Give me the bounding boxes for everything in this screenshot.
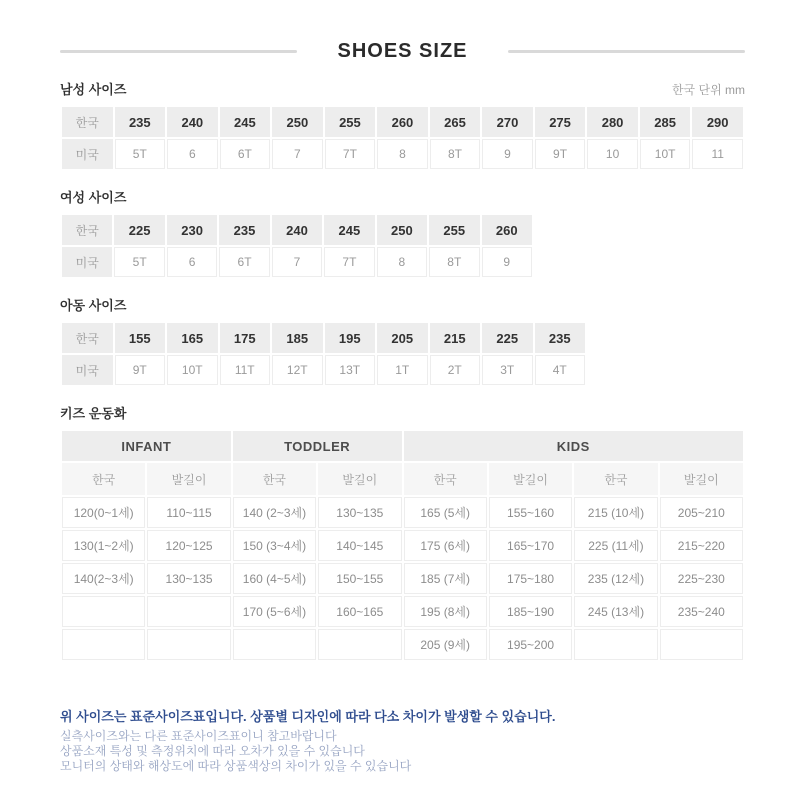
table-cell: 225 bbox=[114, 215, 164, 245]
table-cell: 10T bbox=[167, 355, 218, 385]
table-cell: 235 bbox=[535, 323, 586, 353]
table-cell bbox=[147, 629, 230, 660]
table-cell: 140 (2~3세) bbox=[233, 497, 316, 528]
table-cell: 260 bbox=[377, 107, 428, 137]
table-cell: 255 bbox=[429, 215, 479, 245]
table-cell: 8 bbox=[377, 247, 427, 277]
row-label: 미국 bbox=[62, 247, 112, 277]
table-cell: 185~190 bbox=[489, 596, 572, 627]
table-cell: 발길이 bbox=[147, 463, 230, 495]
column-header-row bbox=[62, 463, 743, 495]
table-cell: 290 bbox=[692, 107, 743, 137]
table-cell: 155~160 bbox=[489, 497, 572, 528]
unit-note: 한국 단위 mm bbox=[671, 83, 745, 97]
table-cell: 7T bbox=[324, 247, 374, 277]
table-cell: 한국 bbox=[233, 463, 316, 495]
table-cell: 5T bbox=[115, 139, 166, 169]
table-cell: 7T bbox=[325, 139, 376, 169]
table-row bbox=[62, 629, 743, 660]
group-header-kids: KIDS bbox=[404, 431, 744, 461]
kids-heading: 키즈 운동화 bbox=[60, 406, 127, 421]
footer-notes bbox=[60, 706, 745, 774]
table-cell: 235 (12세) bbox=[574, 563, 657, 594]
table-cell: 1T bbox=[377, 355, 428, 385]
table-cell bbox=[62, 596, 145, 627]
table-cell: 12T bbox=[272, 355, 323, 385]
table-cell: 225 bbox=[482, 323, 533, 353]
table-cell: 245 (13세) bbox=[574, 596, 657, 627]
table-cell: 6 bbox=[167, 139, 218, 169]
table-cell: 130(1~2세) bbox=[62, 530, 145, 561]
table-cell: 170 (5~6세) bbox=[233, 596, 316, 627]
table-row bbox=[62, 107, 743, 137]
table-cell: 발길이 bbox=[318, 463, 401, 495]
table-row bbox=[62, 497, 743, 528]
table-cell: 175 (6세) bbox=[404, 530, 487, 561]
table-cell: 225~230 bbox=[660, 563, 743, 594]
group-header-row bbox=[62, 431, 743, 461]
table-cell: 한국 bbox=[62, 463, 145, 495]
table-cell: 280 bbox=[587, 107, 638, 137]
table-row bbox=[62, 215, 532, 245]
kids-section-header bbox=[60, 403, 745, 422]
table-cell: 발길이 bbox=[660, 463, 743, 495]
table-cell bbox=[147, 596, 230, 627]
table-cell: 230 bbox=[167, 215, 217, 245]
women-heading: 여성 사이즈 bbox=[60, 190, 127, 205]
table-cell: 285 bbox=[640, 107, 691, 137]
row-label: 미국 bbox=[62, 139, 113, 169]
table-cell: 205 (9세) bbox=[404, 629, 487, 660]
table-cell: 175 bbox=[220, 323, 271, 353]
table-cell: 205~210 bbox=[660, 497, 743, 528]
table-cell: 6T bbox=[220, 139, 271, 169]
table-cell: 185 (7세) bbox=[404, 563, 487, 594]
table-cell: 10T bbox=[640, 139, 691, 169]
table-cell: 245 bbox=[220, 107, 271, 137]
table-cell: 165~170 bbox=[489, 530, 572, 561]
table-cell: 11T bbox=[220, 355, 271, 385]
table-cell: 195 bbox=[325, 323, 376, 353]
table-row bbox=[62, 247, 532, 277]
title-row bbox=[60, 40, 745, 63]
group-header-infant: INFANT bbox=[62, 431, 231, 461]
table-cell bbox=[233, 629, 316, 660]
table-cell: 13T bbox=[325, 355, 376, 385]
men-size-table bbox=[60, 105, 745, 171]
table-cell: 215~220 bbox=[660, 530, 743, 561]
table-cell: 6T bbox=[219, 247, 269, 277]
men-heading: 남성 사이즈 bbox=[60, 82, 127, 97]
table-cell: 235 bbox=[219, 215, 269, 245]
women-section-header bbox=[60, 187, 745, 206]
table-cell: 235 bbox=[115, 107, 166, 137]
table-cell: 4T bbox=[535, 355, 586, 385]
footer-notice-bold: 위 사이즈는 표준사이즈표입니다. 상품별 디자인에 따라 다소 차이가 발생할 수 있습니다. bbox=[60, 709, 556, 724]
row-label: 한국 bbox=[62, 107, 113, 137]
table-cell: 130~135 bbox=[318, 497, 401, 528]
table-cell: 한국 bbox=[404, 463, 487, 495]
page-title: SHOES SIZE bbox=[337, 40, 468, 62]
children-size-table bbox=[60, 321, 587, 387]
table-cell: 9 bbox=[482, 139, 533, 169]
title-divider-right bbox=[508, 50, 745, 53]
table-cell: 160 (4~5세) bbox=[233, 563, 316, 594]
footer-note-line: 실측사이즈와는 다른 표준사이즈표이니 참고바랍니다 bbox=[60, 729, 337, 743]
table-cell: 7 bbox=[272, 139, 323, 169]
table-cell: 9T bbox=[535, 139, 586, 169]
table-cell: 240 bbox=[272, 215, 322, 245]
table-cell: 175~180 bbox=[489, 563, 572, 594]
table-cell: 2T bbox=[430, 355, 481, 385]
row-label: 한국 bbox=[62, 215, 112, 245]
table-cell: 한국 bbox=[574, 463, 657, 495]
table-cell: 8T bbox=[430, 139, 481, 169]
table-row bbox=[62, 563, 743, 594]
table-cell: 245 bbox=[324, 215, 374, 245]
footer-note-line: 상품소재 특성 및 측정위치에 따라 오차가 있을 수 있습니다 bbox=[60, 744, 365, 758]
table-cell: 155 bbox=[115, 323, 166, 353]
women-size-table bbox=[60, 213, 534, 279]
kids-sneaker-table bbox=[60, 429, 745, 662]
table-cell: 8T bbox=[429, 247, 479, 277]
table-cell: 140~145 bbox=[318, 530, 401, 561]
footer-note-line: 모니터의 상태와 해상도에 따라 상품색상의 차이가 있을 수 있습니다 bbox=[60, 759, 412, 773]
row-label: 미국 bbox=[62, 355, 113, 385]
title-divider-left bbox=[60, 50, 297, 53]
table-cell: 215 bbox=[430, 323, 481, 353]
table-cell: 130~135 bbox=[147, 563, 230, 594]
table-cell: 10 bbox=[587, 139, 638, 169]
table-cell: 9T bbox=[115, 355, 166, 385]
table-cell: 150~155 bbox=[318, 563, 401, 594]
table-cell: 160~165 bbox=[318, 596, 401, 627]
table-cell: 225 (11세) bbox=[574, 530, 657, 561]
table-cell: 205 bbox=[377, 323, 428, 353]
table-cell: 120(0~1세) bbox=[62, 497, 145, 528]
table-cell: 235~240 bbox=[660, 596, 743, 627]
table-cell: 5T bbox=[114, 247, 164, 277]
table-cell: 8 bbox=[377, 139, 428, 169]
table-cell: 110~115 bbox=[147, 497, 230, 528]
table-cell: 270 bbox=[482, 107, 533, 137]
table-cell: 165 (5세) bbox=[404, 497, 487, 528]
table-cell bbox=[660, 629, 743, 660]
table-cell: 7 bbox=[272, 247, 322, 277]
children-heading: 아동 사이즈 bbox=[60, 298, 127, 313]
table-cell: 240 bbox=[167, 107, 218, 137]
table-cell: 265 bbox=[430, 107, 481, 137]
table-cell: 150 (3~4세) bbox=[233, 530, 316, 561]
table-cell: 255 bbox=[325, 107, 376, 137]
table-cell: 140(2~3세) bbox=[62, 563, 145, 594]
group-header-toddler: TODDLER bbox=[233, 431, 402, 461]
table-row bbox=[62, 139, 743, 169]
table-cell: 215 (10세) bbox=[574, 497, 657, 528]
table-row bbox=[62, 355, 585, 385]
table-cell: 120~125 bbox=[147, 530, 230, 561]
table-cell: 3T bbox=[482, 355, 533, 385]
table-cell: 195~200 bbox=[489, 629, 572, 660]
table-row bbox=[62, 323, 585, 353]
table-cell bbox=[62, 629, 145, 660]
table-cell: 275 bbox=[535, 107, 586, 137]
table-cell: 185 bbox=[272, 323, 323, 353]
table-row bbox=[62, 596, 743, 627]
table-cell: 165 bbox=[167, 323, 218, 353]
row-label: 한국 bbox=[62, 323, 113, 353]
table-row bbox=[62, 530, 743, 561]
men-section-header bbox=[60, 79, 745, 98]
table-cell: 260 bbox=[482, 215, 533, 245]
table-cell bbox=[318, 629, 401, 660]
table-cell: 250 bbox=[272, 107, 323, 137]
table-cell: 250 bbox=[377, 215, 427, 245]
children-section-header bbox=[60, 295, 745, 314]
table-cell bbox=[574, 629, 657, 660]
table-cell: 195 (8세) bbox=[404, 596, 487, 627]
table-cell: 6 bbox=[167, 247, 217, 277]
table-cell: 11 bbox=[692, 139, 743, 169]
table-cell: 9 bbox=[482, 247, 533, 277]
table-cell: 발길이 bbox=[489, 463, 572, 495]
